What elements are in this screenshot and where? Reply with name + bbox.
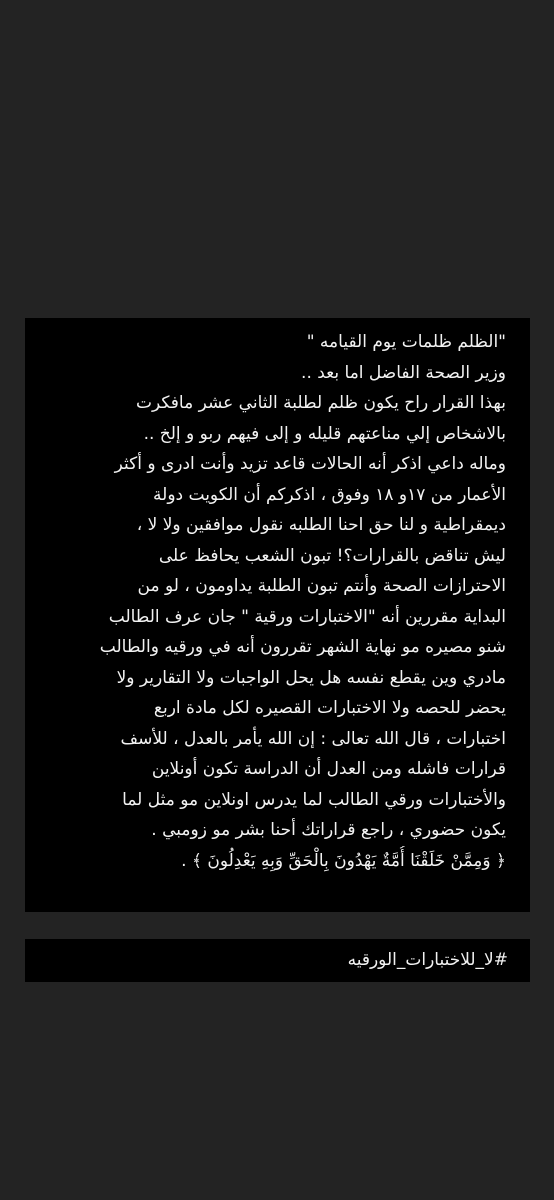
post-text-line: ﴿ وَمِمَّنْ خَلَقْنَا أُمَّةٌ يَهْدُونَ بِالْحَقِّ وَبِهِ يَعْدِلُونَ ﴾ . bbox=[181, 850, 506, 871]
post-text-line: الاحترازات الصحة وأنتم تبون الطلبة يداومون ، لو من bbox=[137, 576, 506, 596]
post-text-line: ديمقراطية و لنا حق احنا الطلبه نقول موافقين ولا لا ، bbox=[136, 515, 506, 535]
post-text-line: الأعمار من ١٧و ١٨ وفوق ، اذكركم أن الكويت دولة bbox=[153, 484, 506, 505]
post-text-line: والأختبارات ورقي الطالب لما يدرس اونلاين مو مثل لما bbox=[122, 789, 506, 810]
post-text-line: وماله داعي اذكر أنه الحالات قاعد تزيد وأنت ادرى و أكثر bbox=[114, 454, 506, 474]
post-text-line: يحضر للحصه ولا الاختبارات القصيره لكل مادة اربع bbox=[153, 698, 506, 718]
post-text-line: بالاشخاص إلي مناعتهم قليله و إلى فيهم ربو و إلخ .. bbox=[143, 423, 506, 444]
post-text-line: قرارات فاشله ومن العدل أن الدراسة تكون أونلاين bbox=[151, 759, 506, 779]
post-text-line: اختبارات ، قال الله تعالى : إن الله يأمر بالعدل ، للأسف bbox=[120, 728, 506, 749]
post-text-line: يكون حضوري ، راجع قراراتك أحنا بشر مو زومبي . bbox=[151, 820, 506, 840]
post-text-line: وزير الصحة الفاضل اما بعد .. bbox=[301, 362, 506, 383]
post-text-card bbox=[25, 318, 530, 912]
post-text-line: مادري وين يقطع نفسه هل يحل الواجبات ولا التقارير ولا bbox=[116, 667, 506, 688]
post-text-line: "الظلم ظلمات يوم القيامه " bbox=[306, 332, 506, 352]
hashtag-bar: #لا_للاختبارات_الورقيه bbox=[25, 939, 530, 982]
post-text-line: ليش تناقض بالقرارات؟! تبون الشعب يحافظ على bbox=[158, 545, 506, 566]
post-text-line: البداية مقررين أنه "الاختبارات ورقية " جان عرف الطالب bbox=[108, 606, 506, 627]
post-text-line: شنو مصيره مو نهاية الشهر تقررون أنه في ورقيه والطالب bbox=[99, 637, 506, 657]
post-text-line: بهذا القرار راح يكون ظلم لطلبة الثاني عشر مافكرت bbox=[135, 393, 506, 413]
